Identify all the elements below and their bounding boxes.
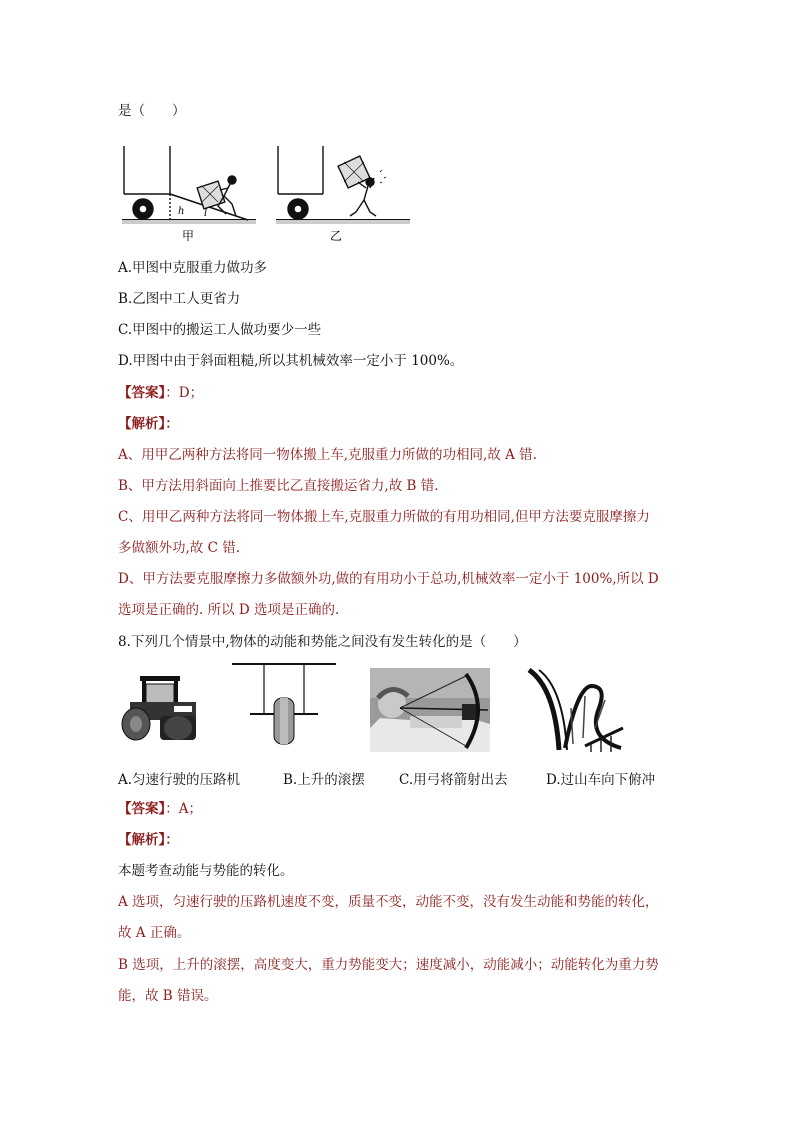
answer-value: ：A； [165, 801, 202, 817]
q7-option-d: D.甲图中由于斜面粗糙,所以其机械效率一定小于 100%。 [118, 353, 464, 369]
q8-option-d: D.过山车向下俯冲 [546, 772, 656, 788]
label-yi: 乙 [330, 229, 343, 243]
q7-option-a: A.甲图中克服重力做功多 [118, 260, 268, 276]
q8-answer [118, 799, 202, 819]
figure-yi-truck-lift [276, 146, 410, 224]
q8-analysis-line: A 选项，匀速行驶的压路机速度不变，质量不变，动能不变，没有发生动能和势能的转化， [118, 894, 659, 910]
figure-jia-truck-ramp [122, 146, 256, 224]
label-jia: 甲 [182, 229, 195, 243]
q7-analysis-line: 选项是正确的. 所以 D 选项是正确的. [118, 602, 340, 618]
label-h: h [178, 206, 185, 217]
question-7-stem-tail: 是（ ） [118, 103, 186, 119]
road-roller-image [120, 672, 202, 744]
q8-option-c: C.用弓将箭射出去 [399, 772, 508, 788]
q7-analysis-heading [118, 414, 179, 434]
analysis-label: 【解析】 [118, 832, 166, 848]
q7-analysis-line: C、用甲乙两种方法将同一物体搬上车,克服重力所做的有用功相同,但甲方法要克服摩擦力 [118, 509, 650, 525]
q8-analysis-line: 故 A 正确。 [118, 925, 191, 941]
question-7-figure [118, 142, 418, 247]
q7-analysis-line: D、甲方法要克服摩擦力多做额外功,做的有用功小于总功,机械效率一定小于 100%,所以 D [118, 571, 659, 587]
q7-analysis-line: B、甲方法用斜面向上推要比乙直接搬运省力,故 B 错. [118, 478, 439, 494]
analysis-label: 【解析】 [118, 416, 166, 432]
q7-analysis-line: A、用甲乙两种方法将同一物体搬上车,克服重力所做的功相同,故 A 错. [118, 447, 537, 463]
roller-coaster-image [525, 668, 625, 752]
q8-analysis-intro: 本题考查动能与势能的转化。 [118, 863, 294, 879]
q8-analysis-line: 能，故 B 错误。 [118, 988, 218, 1004]
analysis-colon: ： [165, 416, 179, 432]
rolling-pendulum-image [230, 662, 338, 746]
answer-label: 【答案】 [118, 801, 166, 817]
q7-option-c: C.甲图中的搬运工人做功要少一些 [118, 322, 322, 338]
q7-analysis-line: 多做额外功,故 C 错. [118, 540, 240, 556]
analysis-colon: ： [165, 832, 179, 848]
answer-label: 【答案】 [118, 385, 166, 401]
q8-option-b: B.上升的滚摆 [283, 772, 365, 788]
label-l: l [204, 208, 208, 219]
archer-image [370, 668, 490, 752]
q8-option-a: A.匀速行驶的压路机 [118, 772, 241, 788]
answer-value: ：D； [165, 385, 204, 401]
q8-analysis-line: B 选项，上升的滚摆，高度变大，重力势能变大；速度减小，动能减小；动能转化为重力势 [118, 957, 659, 973]
q7-option-b: B.乙图中工人更省力 [118, 291, 241, 307]
q7-answer [118, 383, 203, 403]
question-8-stem: 8.下列几个情景中,物体的动能和势能之间没有发生转化的是（ ） [118, 634, 527, 650]
q8-analysis-heading [118, 830, 179, 850]
